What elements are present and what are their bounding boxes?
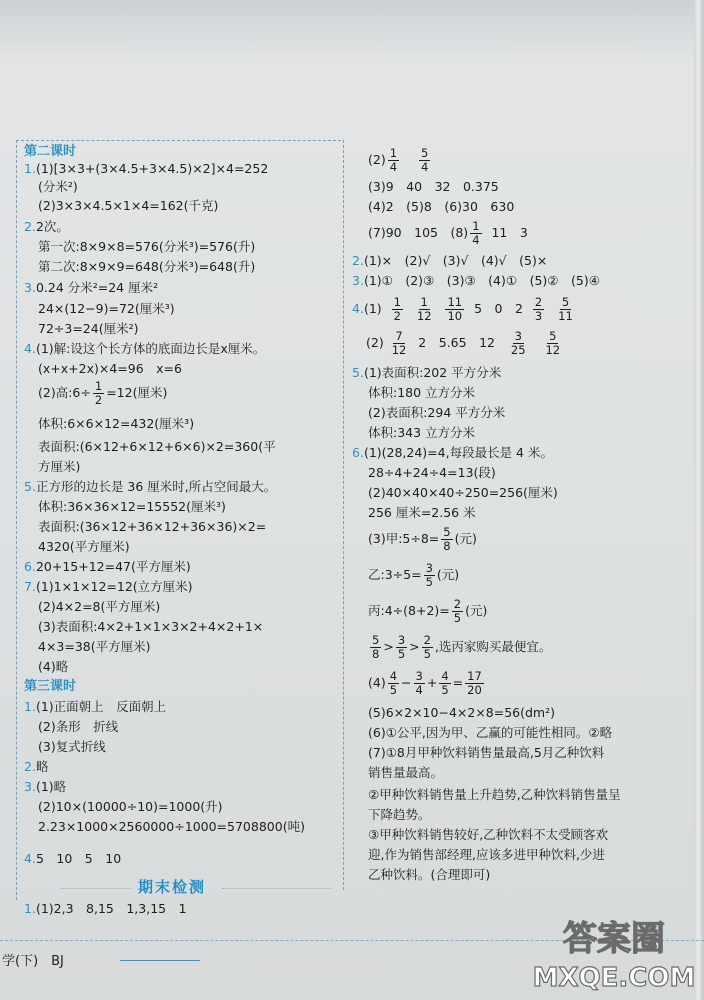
answer-line: 6.(1)(28,24)=4,每段最长是 4 米。 [352,445,553,460]
answer-line: (7)90 105 (8) $\frac{1}{4}$ 11 3 [368,219,528,247]
answer-line: (3)甲:5÷8= $\frac{5}{8}$ (元) [368,525,477,553]
answer-line: (6)①公平,因为甲、乙赢的可能性相同。②略 [368,725,613,740]
answer-line: (3)复式折线 [38,739,106,754]
answer-line: (x+x+2x)×4=96 x=6 [38,361,182,376]
page-edge [694,0,704,1000]
answer-line: 72÷3=24(厘米²) [38,321,139,336]
answer-line: 表面积:(36×12+36×12+36×36)×2= [38,519,267,534]
title-rule-left [60,888,132,889]
answer-line: 乙:3÷5= $\frac{3}{5}$ (元) [368,561,460,589]
answer-line: 方厘米) [38,459,81,474]
answer-line: ②甲种饮料销售量上升趋势,乙种饮料销售量呈 [368,787,621,802]
answer-line: 28÷4+24÷4=13(段) [368,465,496,480]
answer-line: (2)高:6÷ $\frac{1}{2}$ =12(厘米) [38,379,168,407]
answer-line: 4.(1) $\frac{1}{2}$ $\frac{1}{12}$ $\frac{11}{10}$ 5 0 2 $\frac{2}{3}$ $\frac{5}{11}$ [352,295,573,323]
answer-line: (4) $\frac{4}{5}$ − $\frac{3}{4}$ + $\frac{4}{5}$ = $\frac{17}{20}$ [368,669,482,697]
answer-line: (2)表面积:294 平方分米 [368,405,506,420]
frame-left-border [16,140,17,900]
answer-line: (4)略 [38,659,69,674]
section-title-final-exam: 期末检测 [138,878,207,896]
answer-line: 迎,作为销售部经理,应该多进甲种饮料,少进 [368,847,605,862]
answer-line: ③甲种饮料销售较好,乙种饮料不太受顾客欢 [368,827,609,842]
answer-line: 2.2次。 [24,219,69,234]
answer-line: 2.略 [24,759,49,774]
fraction: $\frac{1}{4}$ [389,146,398,174]
section-heading-lesson2: 第二课时 [24,144,77,159]
frame-top-border [16,140,341,141]
answer-line: 2.23×1000×2560000÷1000=5708800(吨) [38,819,305,834]
watermark-top-text: 答案圈 [563,919,665,959]
answer-text: (1)[3×3+(3×4.5+3×4.5)×2]×4=252 [35,161,269,176]
answer-line: 3.(1)① (2)③ (3)③ (4)① (5)② (5)④ [352,273,600,288]
answer-line: (3)9 40 32 0.375 [368,179,499,194]
answer-line: (分米²) [38,179,78,194]
answer-line: 3.0.24 分米²=24 厘米² [24,280,159,295]
answer-line: 256 厘米=2.56 米 [368,505,476,520]
answer-line: 体积:180 立方分米 [368,385,476,400]
answer-line: 1.(1)正面朝上 反面朝上 [24,699,167,714]
column-divider [343,140,344,890]
answer-line: 6.20+15+12=47(平方厘米) [24,559,191,574]
answer-line: (2)40×40×40÷250=256(厘米) [368,485,558,500]
answer-line [24,160,268,178]
answer-line: 表面积:(6×12+6×12+6×6)×2=360(平 [38,439,276,454]
section-heading-lesson3: 第三课时 [24,679,77,694]
answer-line: (2)条形 折线 [38,719,119,734]
watermark-bottom-text: MXQE.COM [532,963,696,993]
answer-line: 4×3=38(平方厘米) [38,639,151,654]
answer-line: (2) $\frac{7}{12}$ 2 5.65 12 $\frac{3}{25}$ $\frac{5}{12}$ [366,329,561,357]
answer-line: 4320(平方厘米) [38,539,130,554]
answer-line: (2)3×3×4.5×1×4=162(千克) [38,198,219,213]
answer-line: (2) $\frac{1}{4}$ $\frac{5}{4}$ [368,146,429,174]
answer-line: (7)①8月甲种饮料销售量最高,5月乙种饮料 [368,745,605,760]
answer-line: 销售量最高。 [368,765,444,780]
page-shadow-top [0,0,704,60]
answer-line: 2.(1)× (2)√ (3)√ (4)√ (5)× [352,253,548,268]
answer-line: 乙种饮料。(合理即可) [368,867,491,882]
footer-subject: 学(下) BJ [2,954,64,969]
watermark-logo [530,910,698,994]
answer-line: 下降趋势。 [368,807,431,822]
answer-line: (5)6×2×10−4×2×8=56(dm²) [368,705,555,720]
answer-line: (4)2 (5)8 (6)30 630 [368,199,515,214]
answer-line: 5.正方形的边长是 36 厘米时,所占空间最大。 [24,479,277,494]
answer-line: 5.(1)表面积:202 平方分米 [352,365,502,380]
answer-line: 7.(1)1×1×12=12(立方厘米) [24,579,193,594]
fraction: $\frac{5}{4}$ [420,146,429,174]
fraction: $\frac{1}{2}$ [94,379,103,407]
answer-line: 4.(1)解:设这个长方体的底面边长是x厘米。 [24,341,266,356]
answer-line: 4.5 10 5 10 [24,851,122,866]
footer-rule [120,960,200,961]
answer-line: 24×(12−9)=72(厘米³) [38,301,175,316]
answer-line: 体积:6×6×12=432(厘米³) [38,416,195,431]
answer-line: 体积:36×36×12=15552(厘米³) [38,499,226,514]
answer-line: (2)10×(10000÷10)=1000(升) [38,799,223,814]
answer-line: 1.(1)2,3 8,15 1,3,15 1 [24,901,187,916]
title-rule-right [222,888,332,889]
answer-line: (2)4×2=8(平方厘米) [38,599,161,614]
answer-line: (3)表面积:4×2+1×1×3×2+4×2+1× [38,619,264,634]
answer-line: 体积:343 立方分米 [368,425,476,440]
answer-line: 第一次:8×9×8=576(分米³)=576(升) [38,239,256,254]
answer-line: 丙:4÷(8+2)= $\frac{2}{5}$ (元) [368,597,488,625]
fraction: $\frac{1}{4}$ [472,219,480,247]
answer-line: $\frac{5}{8}$ > $\frac{3}{5}$ > $\frac{2}{5}$ ,选丙家购买最便宜。 [372,633,552,661]
answer-line: 第二次:8×9×9=648(分米³)=648(升) [38,259,256,274]
answer-line: 3.(1)略 [24,779,67,794]
question-number: 1. [24,161,36,176]
